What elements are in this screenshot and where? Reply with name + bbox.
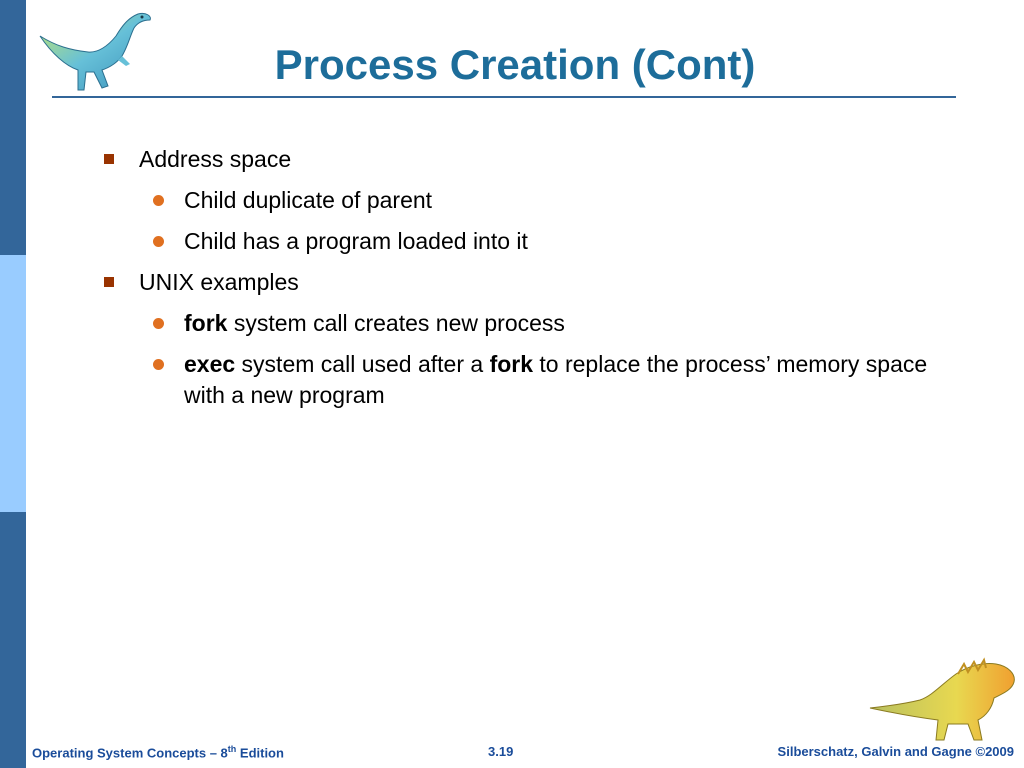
sub-bullet-text: Child duplicate of parent: [184, 187, 433, 213]
side-bar: [0, 0, 26, 768]
footer-book-title-text: Operating System Concepts – 8: [32, 745, 228, 761]
footer-page-number: 3.19: [488, 744, 514, 759]
keyword-fork: fork: [489, 351, 534, 377]
bullet-unix-examples: [100, 267, 960, 298]
footer-superscript: th: [227, 744, 237, 754]
round-bullet-icon: [153, 318, 164, 329]
round-bullet-icon: [153, 359, 164, 370]
keyword-exec: exec: [184, 351, 236, 377]
sub-bullet: [100, 185, 960, 216]
sub-bullet-text: Child has a program loaded into it: [184, 228, 528, 254]
slide-title: Process Creation (Cont): [274, 41, 756, 88]
sub-bullet: [100, 308, 960, 339]
footer-book-title: [32, 744, 284, 760]
square-bullet-icon: [104, 154, 114, 164]
sub-bullet-text: to replace the process’ memory space with a new program: [184, 351, 928, 408]
sub-bullet: [100, 349, 960, 411]
side-bar-middle: [0, 255, 26, 512]
round-bullet-icon: [153, 195, 164, 206]
bullet-text: Address space: [139, 146, 292, 172]
bullet-address-space: [100, 144, 960, 175]
dinosaur-logo-icon: [868, 656, 1018, 742]
sub-bullet-text: system call used after a: [235, 351, 490, 377]
title-divider: [52, 96, 956, 98]
bullet-text: UNIX examples: [139, 269, 299, 295]
sub-bullet: [100, 226, 960, 257]
sub-bullet-text: system call creates new process: [227, 310, 565, 336]
footer-edition: Edition: [236, 745, 284, 761]
slide-content: [100, 144, 960, 421]
side-bar-top: [0, 0, 26, 255]
keyword-fork: fork: [184, 310, 228, 336]
side-bar-bottom: [0, 512, 26, 768]
footer-authors: Silberschatz, Galvin and Gagne ©2009: [777, 744, 1014, 759]
dinosaur-logo-icon: [36, 6, 158, 94]
square-bullet-icon: [104, 277, 114, 287]
round-bullet-icon: [153, 236, 164, 247]
